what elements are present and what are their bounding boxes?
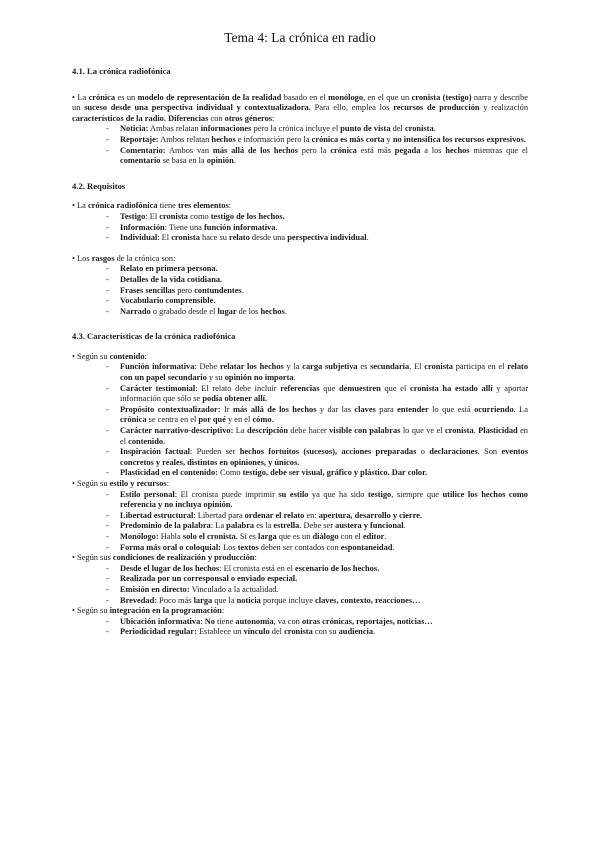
list-item: [106, 362, 528, 383]
bold-text: punto de vista: [340, 124, 391, 134]
text-run: .: [433, 124, 436, 134]
text-run: que el: [380, 383, 411, 393]
list-item: [106, 275, 528, 286]
text-run: y su: [206, 373, 225, 383]
list-item: [106, 212, 528, 223]
bold-text: contenido: [128, 436, 164, 446]
bold-text: función informativa: [204, 222, 276, 232]
text-run: tiene: [157, 201, 178, 211]
text-run: del: [269, 627, 285, 637]
text-run: narra y describe un: [72, 92, 529, 113]
text-run: .: [403, 521, 406, 531]
list-item: [106, 543, 528, 554]
text-run: :: [228, 201, 232, 211]
bold-text: referencias: [280, 383, 320, 393]
text-run: desde una: [249, 233, 288, 243]
bold-text: rasgos: [91, 253, 115, 263]
text-run: que: [319, 383, 340, 393]
bold-text: apertura, desarrollo y cierre.: [318, 510, 422, 520]
text-run: y en el: [225, 415, 253, 425]
bold-text: Periodicidad regular:: [120, 627, 197, 637]
bold-text: hechos: [211, 134, 236, 144]
bullet-list: [72, 264, 528, 317]
text-run: .: [293, 373, 296, 383]
bold-text: perspectiva individual: [287, 233, 367, 243]
list-item: [106, 511, 528, 522]
text-run: • La: [72, 92, 89, 102]
list-item: [106, 286, 528, 297]
text-run: en el: [120, 426, 528, 446]
bullet-list: [72, 564, 528, 606]
text-run: lo que ve el: [400, 426, 445, 436]
text-run: :: [166, 479, 170, 488]
bold-text: Plasticidad en el contenido:: [120, 468, 218, 478]
text-run: porque incluye: [260, 595, 316, 605]
text-run: .: [275, 222, 278, 232]
text-run: Los: [220, 542, 238, 552]
text-run: debe hacer: [287, 426, 330, 436]
text-run: de los: [236, 306, 261, 316]
bold-text: hechos: [445, 145, 470, 155]
bold-text: condiciones de realización y producción: [112, 553, 255, 563]
bold-text: testigo: [367, 489, 392, 499]
text-run: : El cronista está en el: [219, 563, 296, 573]
paragraph: [72, 479, 528, 490]
bold-text: Detalles de la vida cotidiana.: [120, 274, 223, 284]
text-run: tiene: [214, 616, 236, 626]
text-run: Vinculado a la actualidad.: [189, 584, 279, 594]
bold-text: larga: [258, 531, 277, 541]
text-run: , en el que un: [363, 92, 412, 102]
bold-text: relato: [229, 233, 250, 243]
text-run: : El cronista puede imprimir: [174, 489, 279, 499]
bold-text: crónica: [120, 415, 147, 425]
bold-text: Brevedad:: [120, 595, 158, 605]
bold-text: declaraciones: [429, 447, 478, 457]
text-run: se centra en el: [146, 415, 199, 425]
bold-text: cronista: [284, 627, 313, 637]
text-run: a los: [420, 145, 446, 155]
bold-text: Ubicación informativa: [120, 616, 201, 626]
text-run: e información pero la: [235, 134, 312, 144]
bold-text: textos: [237, 542, 259, 552]
bold-text: solo el cronista.: [182, 531, 238, 541]
bullet-list: [72, 490, 528, 554]
paragraph: [72, 93, 528, 125]
text-run: y aportar información que sólo se: [120, 383, 528, 404]
list-item: [106, 146, 528, 167]
bold-text: crónica radiofónica: [87, 201, 158, 211]
text-run: Ambos relatan: [158, 134, 212, 144]
text-run: Poco más: [157, 595, 194, 605]
text-run: con el: [338, 531, 363, 541]
list-item: [106, 233, 528, 244]
text-run: para: [375, 404, 398, 414]
bold-text: monólogo: [328, 92, 364, 102]
text-run: Para ello, emplea los: [310, 103, 394, 113]
text-run: : La: [210, 521, 227, 531]
bold-text: cronista: [159, 211, 188, 221]
text-run: como: [187, 211, 211, 221]
bold-text: palabra: [226, 521, 255, 531]
text-run: .: [241, 285, 244, 295]
list-item: [106, 564, 528, 575]
bold-text: Vocabulario comprensible: [120, 296, 214, 306]
text-run: : Libertad para: [193, 510, 245, 520]
bold-text: Relato en primera persona.: [120, 264, 218, 274]
list-item: [106, 135, 528, 146]
bold-text: crónica: [88, 92, 116, 102]
text-run: Si es: [237, 531, 259, 541]
text-run: .: [163, 436, 166, 446]
bold-text: cronista: [444, 426, 474, 436]
bold-text: austera y funcional: [335, 521, 404, 531]
bold-text: hechos fortuitos (sucesos), acciones preparadas: [239, 447, 417, 457]
section-heading-4-3: 4.3. Características de la crónica radiofónica: [72, 331, 236, 342]
bold-text: Comentario:: [120, 145, 166, 155]
text-run: y dar las: [316, 404, 355, 414]
bullet-list: [72, 212, 528, 244]
bold-text: opinión no importa: [224, 373, 294, 383]
text-run: está más: [356, 145, 395, 155]
text-run: pero la crónica incluye el: [251, 124, 341, 134]
text-run: Establece un: [196, 627, 244, 637]
bold-text: escenario de los hechos.: [295, 563, 380, 573]
list-item: [106, 124, 528, 135]
bold-text: Monólogo:: [120, 531, 159, 541]
bold-text: vínculo: [243, 627, 270, 637]
text-run: : El relato debe incluir: [195, 383, 281, 393]
bold-text: tres elementos: [177, 201, 229, 211]
bold-text: Función informativa: [120, 362, 195, 372]
bold-text: suceso desde una perspectiva individual y contextualizadora.: [84, 103, 311, 113]
bold-text: Plasticidad: [478, 426, 518, 436]
paragraph: [72, 352, 528, 363]
bold-text: comentario: [120, 156, 161, 166]
bold-text: entender: [397, 404, 429, 414]
text-run: participa en el: [452, 362, 508, 372]
bold-text: integración en la programación: [109, 606, 222, 616]
bold-text: Reportaje:: [120, 134, 159, 144]
list-item: [106, 468, 528, 479]
text-run: y la: [283, 362, 303, 372]
text-run: o grabado desde el: [150, 306, 218, 316]
text-run: pero: [175, 285, 195, 295]
paragraph: [72, 606, 528, 617]
text-run: • La: [72, 201, 88, 211]
text-run: es la: [254, 521, 274, 531]
bold-text: Predominio de la palabra: [120, 521, 211, 531]
text-run: : El: [145, 211, 160, 221]
bold-text: su estilo: [278, 489, 309, 499]
list-item: [106, 627, 528, 638]
bold-text: Realizada por un corresponsal o enviado especial.: [120, 574, 298, 584]
text-run: :: [272, 113, 275, 123]
bold-text: cronista: [424, 362, 453, 372]
text-run: Ir: [220, 404, 233, 414]
text-run: . La: [513, 404, 529, 414]
bold-text: cómo: [252, 415, 272, 425]
bold-text: Diferencias: [168, 113, 209, 123]
text-run: en:: [304, 510, 319, 520]
bold-text: pegada: [394, 145, 421, 155]
bold-text: opinión: [206, 156, 234, 166]
text-run: .: [213, 296, 216, 306]
list-item: [106, 223, 528, 234]
text-run: deben ser contados con: [258, 542, 341, 552]
bold-text: visible con palabras: [329, 426, 401, 436]
bold-text: informaciones: [200, 124, 252, 134]
text-run: Habla: [158, 531, 183, 541]
bold-text: Narrado: [120, 306, 151, 316]
text-run: • Según su: [72, 351, 110, 361]
text-run: ya que ha sido: [308, 489, 368, 499]
paragraph: [72, 201, 528, 212]
text-run: Ambas relatan: [148, 124, 201, 134]
bold-text: demuestren: [339, 383, 381, 393]
text-run: mientras que el: [469, 145, 528, 155]
list-item: [106, 574, 528, 585]
list-item: [106, 585, 528, 596]
text-run: Ambos van: [165, 145, 213, 155]
text-run: . Son: [477, 447, 502, 457]
list-item: [106, 296, 528, 307]
text-run: .: [284, 306, 287, 316]
text-run: .: [473, 426, 479, 436]
text-run: : Debe: [194, 362, 220, 372]
bold-text: Libertad estructural: [120, 510, 194, 520]
bold-text: noticia: [236, 595, 261, 605]
bold-text: diálogo: [312, 531, 339, 541]
text-run: con: [208, 113, 225, 123]
bold-text: Información: [120, 222, 165, 232]
list-item: [106, 426, 528, 447]
bold-text: Carácter narrativo-descriptivo:: [120, 426, 234, 436]
bold-text: utilice los hechos como referencia y no incluya opinión.: [120, 489, 528, 510]
bold-text: lugar: [217, 306, 237, 316]
bold-text: otros géneros: [224, 113, 273, 123]
text-run: de la crónica son:: [114, 253, 176, 263]
text-run: es un: [115, 92, 138, 102]
bullet-list: [72, 362, 528, 479]
bold-text: ordenar el relato: [244, 510, 305, 520]
text-run: :: [221, 606, 225, 616]
text-run: , siempre que: [391, 489, 443, 499]
list-item: [106, 384, 528, 405]
text-run: .: [366, 233, 369, 243]
bold-text: crónica es más corta: [311, 134, 385, 144]
bold-text: contenido: [109, 351, 145, 361]
bold-text: característicos de la radio.: [72, 113, 166, 123]
list-item: [106, 405, 528, 426]
bold-text: Desde el lugar de los hechos: [120, 563, 220, 573]
text-run: Como: [217, 468, 243, 478]
text-run: con su: [312, 627, 339, 637]
text-run: , va con: [273, 616, 302, 626]
bold-text: Noticia:: [120, 124, 149, 134]
text-run: : Pueden ser: [189, 447, 240, 457]
bold-text: cronista ha estado allí: [410, 383, 493, 393]
bold-text: podía obtener allí.: [202, 394, 268, 404]
bullet-list: [72, 617, 528, 638]
bold-text: Inspiración factual: [120, 447, 190, 457]
bold-text: claves, contexto, reacciones…: [315, 595, 421, 605]
bold-text: larga: [193, 595, 213, 605]
bold-text: autonomía: [235, 616, 274, 626]
bold-text: cronista: [171, 233, 200, 243]
bullet-list: [72, 124, 528, 166]
bold-text: Frases sencillas: [120, 285, 176, 295]
bold-text: no intensifica los recursos expresivos.: [392, 134, 526, 144]
bold-text: relatar los hechos: [219, 362, 284, 372]
bold-text: estilo y recursos: [109, 479, 167, 488]
bold-text: testigo, debe ser visual, gráfico y plástico. Dar color.: [242, 468, 428, 478]
text-run: . Debe ser: [299, 521, 336, 531]
text-run: se basa en la: [160, 156, 207, 166]
bold-text: Individual: [120, 233, 158, 243]
bold-text: Carácter testimonial: [120, 383, 196, 393]
section-heading-4-1: 4.1. La crónica radiofónica: [72, 66, 171, 76]
document-page: [72, 30, 528, 638]
text-run: pero la: [297, 145, 331, 155]
text-run: • Según sus: [72, 553, 113, 563]
text-run: :: [200, 616, 205, 626]
text-run: : Tiene una: [164, 222, 204, 232]
text-run: es: [357, 362, 371, 372]
text-run: La: [233, 426, 248, 436]
bold-text: audiencia: [338, 627, 374, 637]
text-run: que la: [212, 595, 237, 605]
text-run: .: [233, 156, 236, 166]
bold-text: crónica: [330, 145, 357, 155]
bold-text: Forma más oral o coloquial:: [120, 542, 221, 552]
list-item: [106, 264, 528, 275]
bold-text: Testigo: [120, 211, 146, 221]
bold-text: testigo de los hechos.: [210, 211, 285, 221]
text-run: hace su: [199, 233, 229, 243]
bold-text: otras crónicas, reportajes, noticias…: [301, 616, 433, 626]
paragraph: [72, 553, 528, 564]
text-run: y: [384, 134, 393, 144]
list-item: [106, 447, 528, 468]
list-item: [106, 596, 528, 607]
text-run: que es un: [276, 531, 313, 541]
bold-text: editor: [362, 531, 385, 541]
bold-text: hechos: [260, 306, 285, 316]
text-run: .: [373, 627, 376, 637]
text-run: : El: [157, 233, 172, 243]
bold-text: recursos de producción: [393, 103, 480, 113]
bold-text: más allá de los hechos: [232, 404, 317, 414]
bold-text: eventos concretos y reales, distintos en opiniones, y únicos.: [120, 447, 528, 467]
text-run: .: [384, 531, 387, 541]
bold-text: No: [204, 616, 215, 626]
bold-text: Estilo personal: [120, 489, 175, 499]
text-run: .: [271, 415, 274, 425]
text-run: • Los: [72, 253, 92, 263]
bold-text: cronista: [404, 124, 434, 134]
bold-text: relato con un papel secundario: [120, 362, 529, 383]
bold-text: estrella: [273, 521, 300, 531]
bold-text: espontaneidad: [340, 542, 393, 552]
list-item: [106, 307, 528, 318]
text-run: y realización: [479, 103, 529, 113]
bold-text: por qué: [198, 415, 226, 425]
section-heading-4-2: 4.2. Requisitos: [72, 180, 126, 191]
list-item: [106, 532, 528, 543]
text-run: • Según su: [72, 606, 110, 616]
text-run: .: [392, 542, 395, 552]
list-item: [106, 521, 528, 532]
bold-text: modelo de representación de la realidad: [137, 92, 282, 102]
list-item: [106, 617, 528, 628]
bold-text: claves: [354, 404, 376, 414]
text-run: :: [254, 553, 257, 563]
text-run: basado en el: [281, 92, 329, 102]
bold-text: contundentes: [194, 285, 242, 295]
bold-text: descripción: [247, 426, 288, 436]
bold-text: cronista (testigo): [411, 92, 472, 102]
bold-text: Emisión en directo:: [120, 584, 190, 594]
bold-text: ocurriendo: [474, 404, 514, 414]
bold-text: carga subjetiva: [302, 362, 358, 372]
paragraph: [72, 254, 528, 265]
text-run: :: [144, 351, 147, 361]
list-item: [106, 490, 528, 511]
text-run: lo que está: [428, 404, 475, 414]
text-run: • Según su: [72, 479, 110, 488]
bold-text: Propósito contextualizador:: [120, 404, 221, 414]
bold-text: secundaria: [370, 362, 410, 372]
text-run: del: [390, 124, 405, 134]
text-run: . El: [409, 362, 425, 372]
text-run: o: [416, 447, 430, 457]
page-title: Tema 4: La crónica en radio: [224, 30, 376, 45]
bold-text: más allá de los hechos: [212, 145, 298, 155]
